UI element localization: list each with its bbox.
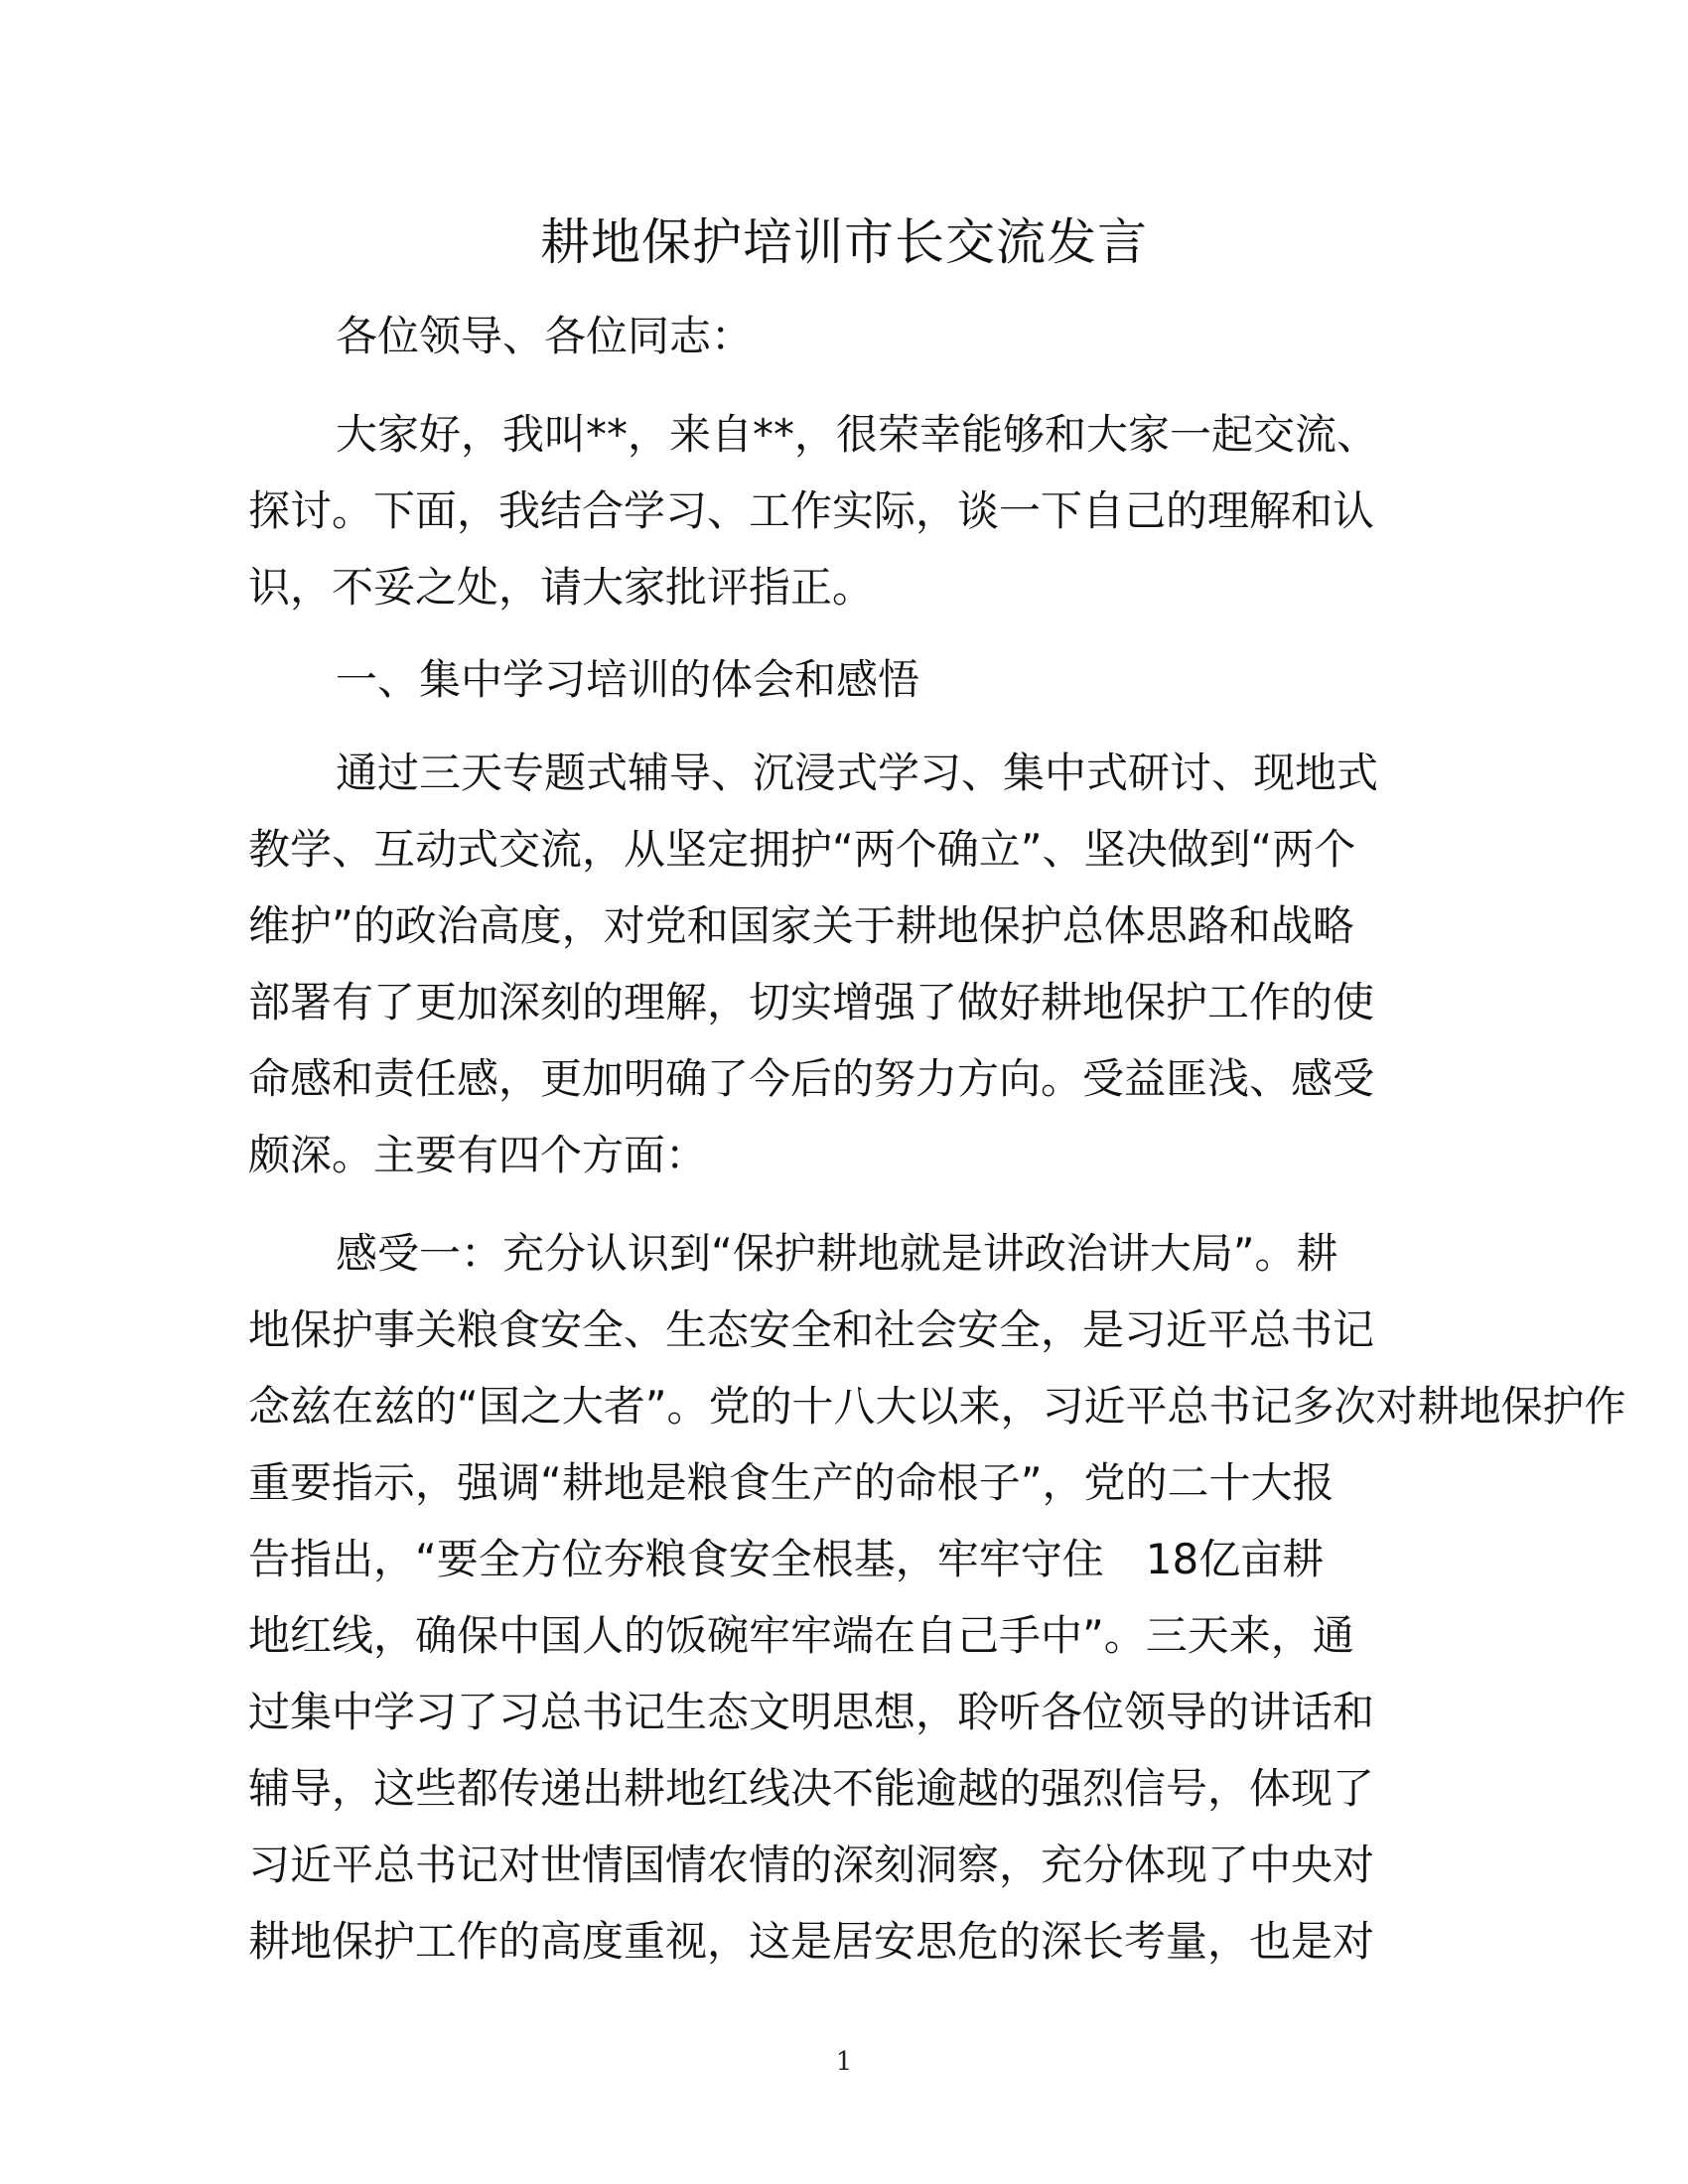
paragraph-line: 大家好，我叫**，来自**，很荣幸能够和大家一起交流、 <box>336 410 1379 459</box>
paragraph-line: 部署有了更加深刻的理解，切实增强了做好耕地保护工作的使 <box>248 978 1375 1026</box>
paragraph-line: 耕地保护工作的高度重视，这是居安思危的深长考量，也是对 <box>248 1917 1375 1966</box>
paragraph-line: 识，不妥之处，请大家批评指正。 <box>248 563 875 612</box>
paragraph-line: 地红线，确保中国人的饭碗牢牢端在自己手中”。三天来，通 <box>248 1611 1354 1660</box>
page-number: 1 <box>835 2047 853 2077</box>
paragraph-line: 过集中学习了习总书记生态文明思想，聆听各位领导的讲话和 <box>248 1688 1375 1736</box>
paragraph-line: 辅导，这些都传递出耕地红线决不能逾越的强烈信号，体现了 <box>248 1764 1375 1813</box>
paragraph-line: 念兹在兹的“国之大者”。党的十八大以来，习近平总书记多次对耕地保护作 <box>248 1382 1626 1431</box>
paragraph-line: 探讨。下面，我结合学习、工作实际，谈一下自己的理解和认 <box>248 486 1375 535</box>
paragraph-line: 习近平总书记对世情国情农情的深刻洞察，充分体现了中央对 <box>248 1841 1375 1889</box>
paragraph-line: 重要指示，强调“耕地是粮食生产的命根子”，党的二十大报 <box>248 1458 1335 1507</box>
paragraph-line: 颇深。主要有四个方面： <box>248 1131 708 1179</box>
section-heading: 一、集中学习培训的体会和感悟 <box>336 655 920 704</box>
paragraph-line: 教学、互动式交流，从坚定拥护“两个确立”、坚决做到“两个 <box>248 825 1356 874</box>
paragraph-line: 告指出，“要全方位夯粮食安全根基，牢牢守住 18亿亩耕 <box>248 1535 1325 1583</box>
paragraph-line: 感受一：充分认识到“保护耕地就是讲政治讲大局”。耕 <box>336 1229 1338 1278</box>
salutation: 各位领导、各位同志： <box>336 312 754 360</box>
paragraph-line: 通过三天专题式辅导、沉浸式学习、集中式研讨、现地式 <box>336 749 1379 797</box>
paragraph-line: 命感和责任感，更加明确了今后的努力方向。受益匪浅、感受 <box>248 1054 1375 1103</box>
paragraph-line: 维护”的政治高度，对党和国家关于耕地保护总体思路和战略 <box>248 901 1354 950</box>
paragraph-line: 地保护事关粮食安全、生态安全和社会安全，是习近平总书记 <box>248 1305 1375 1354</box>
page-title: 耕地保护培训市长交流发言 <box>540 213 1148 271</box>
